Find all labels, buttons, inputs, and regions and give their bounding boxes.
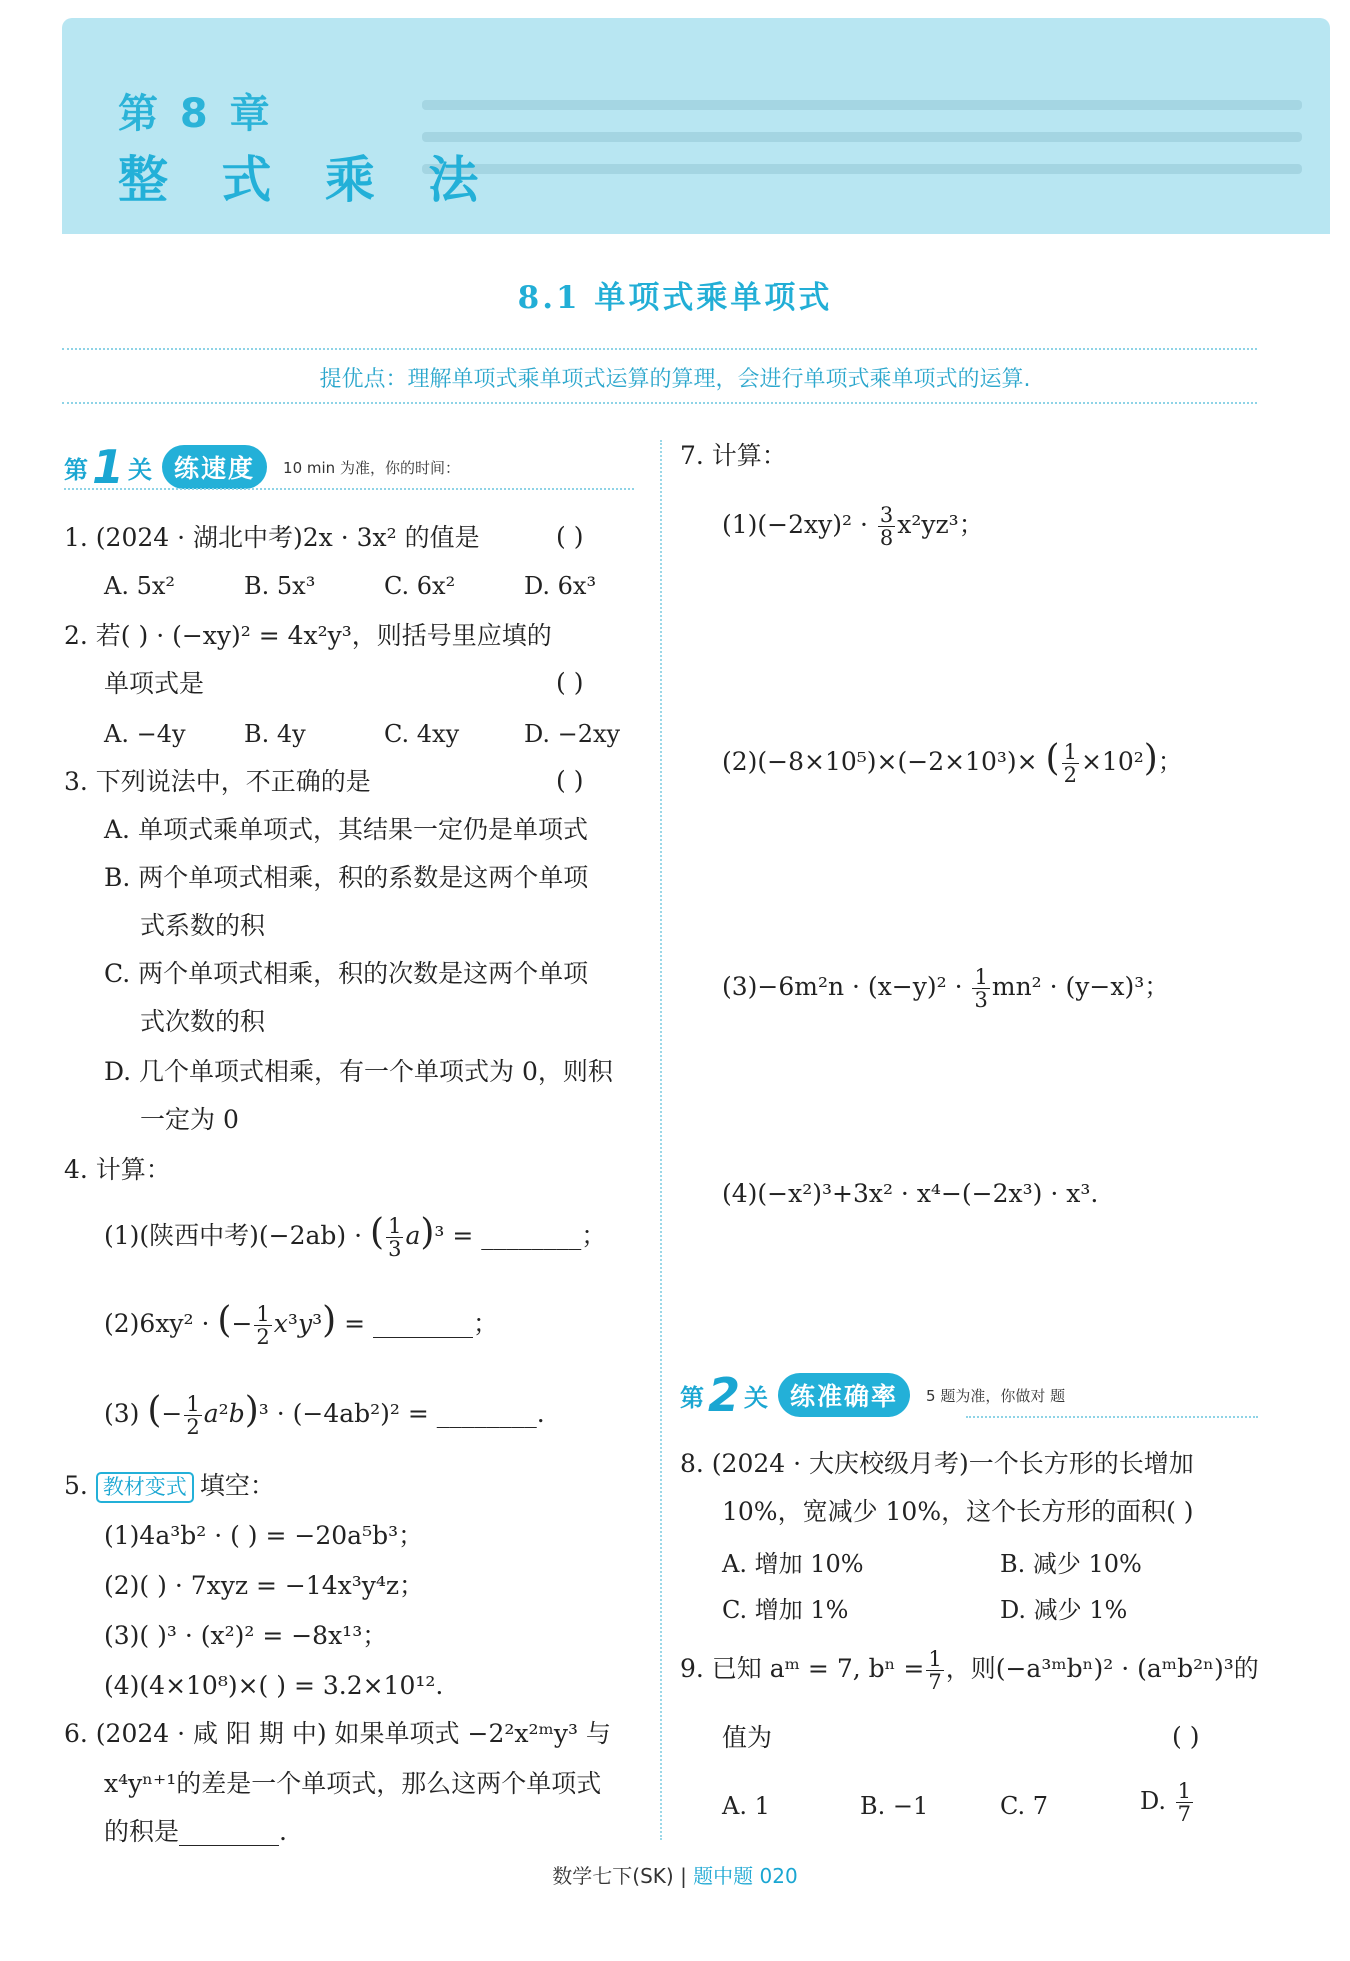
option-c: C. 6x² <box>384 572 456 600</box>
fraction: $\frac{1}{7}$ <box>1177 1779 1192 1827</box>
question-8-stem: 8. (2024 · 大庆校级月考)一个长方形的长增加 <box>680 1449 1194 1478</box>
question-9-stem-cont: 值为 <box>722 1723 773 1752</box>
divider <box>64 488 634 490</box>
question-number: 5. <box>64 1471 88 1500</box>
option-c: C. 两个单项式相乘，积的次数是这两个单项 <box>104 959 589 988</box>
banner-background-texture <box>422 78 1302 208</box>
fraction: $\frac{1}{2}$ <box>186 1391 200 1439</box>
page-footer: 数学七下(SK) | 题中题 020 <box>552 1864 798 1888</box>
section-title: 8.1 单项式乘单项式 <box>517 280 833 316</box>
fraction: $\frac{1}{2}$ <box>1063 739 1077 787</box>
chapter-number: 第 8 章 <box>118 91 274 137</box>
option-d: D. 几个单项式相乘，有一个单项式为 0，则积 <box>104 1057 613 1086</box>
option-b: B. 5x³ <box>244 572 316 600</box>
section-tip: 提优点：理解单项式乘单项式运算的算理，会进行单项式乘单项式的运算. <box>319 367 1031 392</box>
question-2-stem: 2. 若( ) · (−xy)² = 4x²y³，则括号里应填的 <box>64 621 552 650</box>
level2-note: 5 题为准，你做对 题 <box>926 1386 1066 1405</box>
footer-brand: 题中题 <box>693 1864 754 1888</box>
question-4-part-2: (2)6xy² · (− $\frac{1}{2}$ x³y³) = ________； <box>104 1300 498 1349</box>
option-b: B. 4y <box>244 720 306 748</box>
option-d: D. 6x³ <box>524 572 597 600</box>
level1-number: 1 <box>92 440 125 494</box>
expr-text: x²yz³； <box>897 510 984 540</box>
question-7-stem: 7. 计算： <box>680 441 787 470</box>
option-c: C. 4xy <box>384 720 460 748</box>
option-c: C. 增加 1% <box>722 1596 849 1624</box>
page-number: 020 <box>759 1864 798 1888</box>
textbook-variant-tag: 教材变式 <box>96 1472 194 1503</box>
level1-label: 练速度 <box>162 445 267 489</box>
question-7-part-2: (2)(−8×10⁵)×(−2×10³)× ( $\frac{1}{2}$ ×10²)； <box>722 738 1183 787</box>
fraction: $\frac{1}{3}$ <box>388 1213 402 1261</box>
question-6-stem-cont: x⁴yⁿ⁺¹的差是一个单项式，那么这两个单项式 <box>104 1769 602 1798</box>
level1-note: 10 min 为准，你的时间： <box>283 458 460 477</box>
question-1-stem: 1. (2024 · 湖北中考)2x · 3x² 的值是 <box>64 523 480 552</box>
expr-text: (1)(陕西中考)(−2ab) · <box>104 1221 363 1250</box>
level2-number: 2 <box>708 1368 741 1422</box>
question-2-stem-cont: 单项式是 <box>104 669 205 698</box>
column-divider <box>660 440 662 1840</box>
option-b: B. 减少 10% <box>1000 1550 1142 1578</box>
answer-paren: ( ) <box>1172 1722 1200 1751</box>
expr-text: ³ · (−4ab²)² = ________. <box>258 1399 545 1428</box>
level2-prefix: 第 <box>680 1383 704 1412</box>
expr-text: 9. 已知 aᵐ = 7, bⁿ = <box>680 1654 925 1684</box>
question-9-stem <box>680 1648 1259 1693</box>
expr-text: (2)6xy² · <box>104 1309 210 1338</box>
question-4-part-3: (3) (− $\frac{1}{2}$ a²b)³ · (−4ab²)² = ________. <box>104 1390 545 1439</box>
fraction: $\frac{1}{7}$ <box>928 1647 942 1695</box>
level2-suffix: 关 <box>744 1383 769 1412</box>
level1-badge <box>64 440 460 494</box>
divider <box>62 402 1257 404</box>
option-a: A. 单项式乘单项式，其结果一定仍是单项式 <box>104 815 588 844</box>
fraction: $\frac{1}{3}$ <box>974 965 988 1013</box>
question-7-part-3 <box>722 966 1169 1011</box>
question-5-part-1: (1)4a³b² · ( ) = −20a⁵b³； <box>104 1521 424 1550</box>
question-6-stem-cont: 的积是________. <box>104 1817 287 1846</box>
answer-paren: ( ) <box>556 766 584 795</box>
option-b: B. −1 <box>860 1792 929 1820</box>
level2-badge <box>680 1368 1066 1422</box>
option-a: A. 增加 10% <box>722 1550 864 1578</box>
expr-text: = ________； <box>344 1309 498 1338</box>
question-5-part-3: (3)( )³ · (x²)² = −8x¹³； <box>104 1621 388 1650</box>
question-5-part-2: (2)( ) · 7xyz = −14x³y⁴z； <box>104 1571 425 1600</box>
option-c-cont: 式次数的积 <box>140 1007 266 1036</box>
level1-suffix: 关 <box>128 455 153 484</box>
expr-text: ³ = ________； <box>434 1221 607 1250</box>
answer-paren: ( ) <box>556 522 584 551</box>
expr-text: (3) <box>104 1399 140 1428</box>
option-c: C. 7 <box>1000 1792 1049 1820</box>
fraction: $\frac{3}{8}$ <box>879 503 894 551</box>
question-7-part-4: (4)(−x²)³+3x² · x⁴−(−2x³) · x³. <box>722 1179 1099 1208</box>
expr-text: ； <box>1157 747 1183 776</box>
divider <box>966 1416 1258 1418</box>
footer-book: 数学七下(SK) <box>552 1864 674 1888</box>
option-d <box>1140 1780 1195 1825</box>
option-b-cont: 式系数的积 <box>140 911 266 940</box>
level1-prefix: 第 <box>64 455 88 484</box>
expr-text: (3)−6m²n · (x−y)² · <box>722 972 963 1002</box>
option-b: B. 两个单项式相乘，积的系数是这两个单项 <box>104 863 589 892</box>
expr-text: (1)(−2xy)² · <box>722 510 868 540</box>
question-5-stem <box>64 1470 275 1503</box>
divider <box>62 348 1257 350</box>
option-d: D. 减少 1% <box>1000 1596 1128 1624</box>
question-4-part-1: (1)(陕西中考)(−2ab) · ( $\frac{1}{3}$ a)³ = ________； <box>104 1212 607 1261</box>
option-d: D. −2xy <box>524 720 621 748</box>
expr-text: (2)(−8×10⁵)×(−2×10³)× <box>722 747 1038 776</box>
answer-paren: ( ) <box>556 668 584 697</box>
option-d-cont: 一定为 0 <box>140 1105 239 1134</box>
chapter-title: 整 式 乘 法 <box>118 151 497 209</box>
question-8-stem-cont: 10%，宽减少 10%，这个长方形的面积( ) <box>722 1497 1194 1526</box>
question-3-stem: 3. 下列说法中，不正确的是 <box>64 767 371 796</box>
option-a: A. 1 <box>722 1792 770 1820</box>
fraction: $\frac{1}{2}$ <box>256 1301 270 1349</box>
stem-text: 填空： <box>199 1471 275 1500</box>
expr-text: mn² · (y−x)³； <box>991 972 1170 1002</box>
level2-label: 练准确率 <box>778 1373 910 1417</box>
expr-text: ×10² <box>1080 747 1144 776</box>
expr-text: ，则(−a³ᵐbⁿ)² · (aᵐb²ⁿ)³的 <box>945 1654 1259 1684</box>
option-a: A. −4y <box>104 720 186 748</box>
question-6-stem: 6. (2024 · 咸 阳 期 中) 如果单项式 −2²x²ᵐy³ 与 <box>64 1719 611 1748</box>
question-5-part-4: (4)(4×10⁸)×( ) = 3.2×10¹². <box>104 1671 444 1700</box>
option-a: A. 5x² <box>104 572 176 600</box>
question-4-stem: 4. 计算： <box>64 1155 171 1184</box>
option-letter: D. <box>1140 1787 1167 1816</box>
question-7-part-1 <box>722 504 984 549</box>
